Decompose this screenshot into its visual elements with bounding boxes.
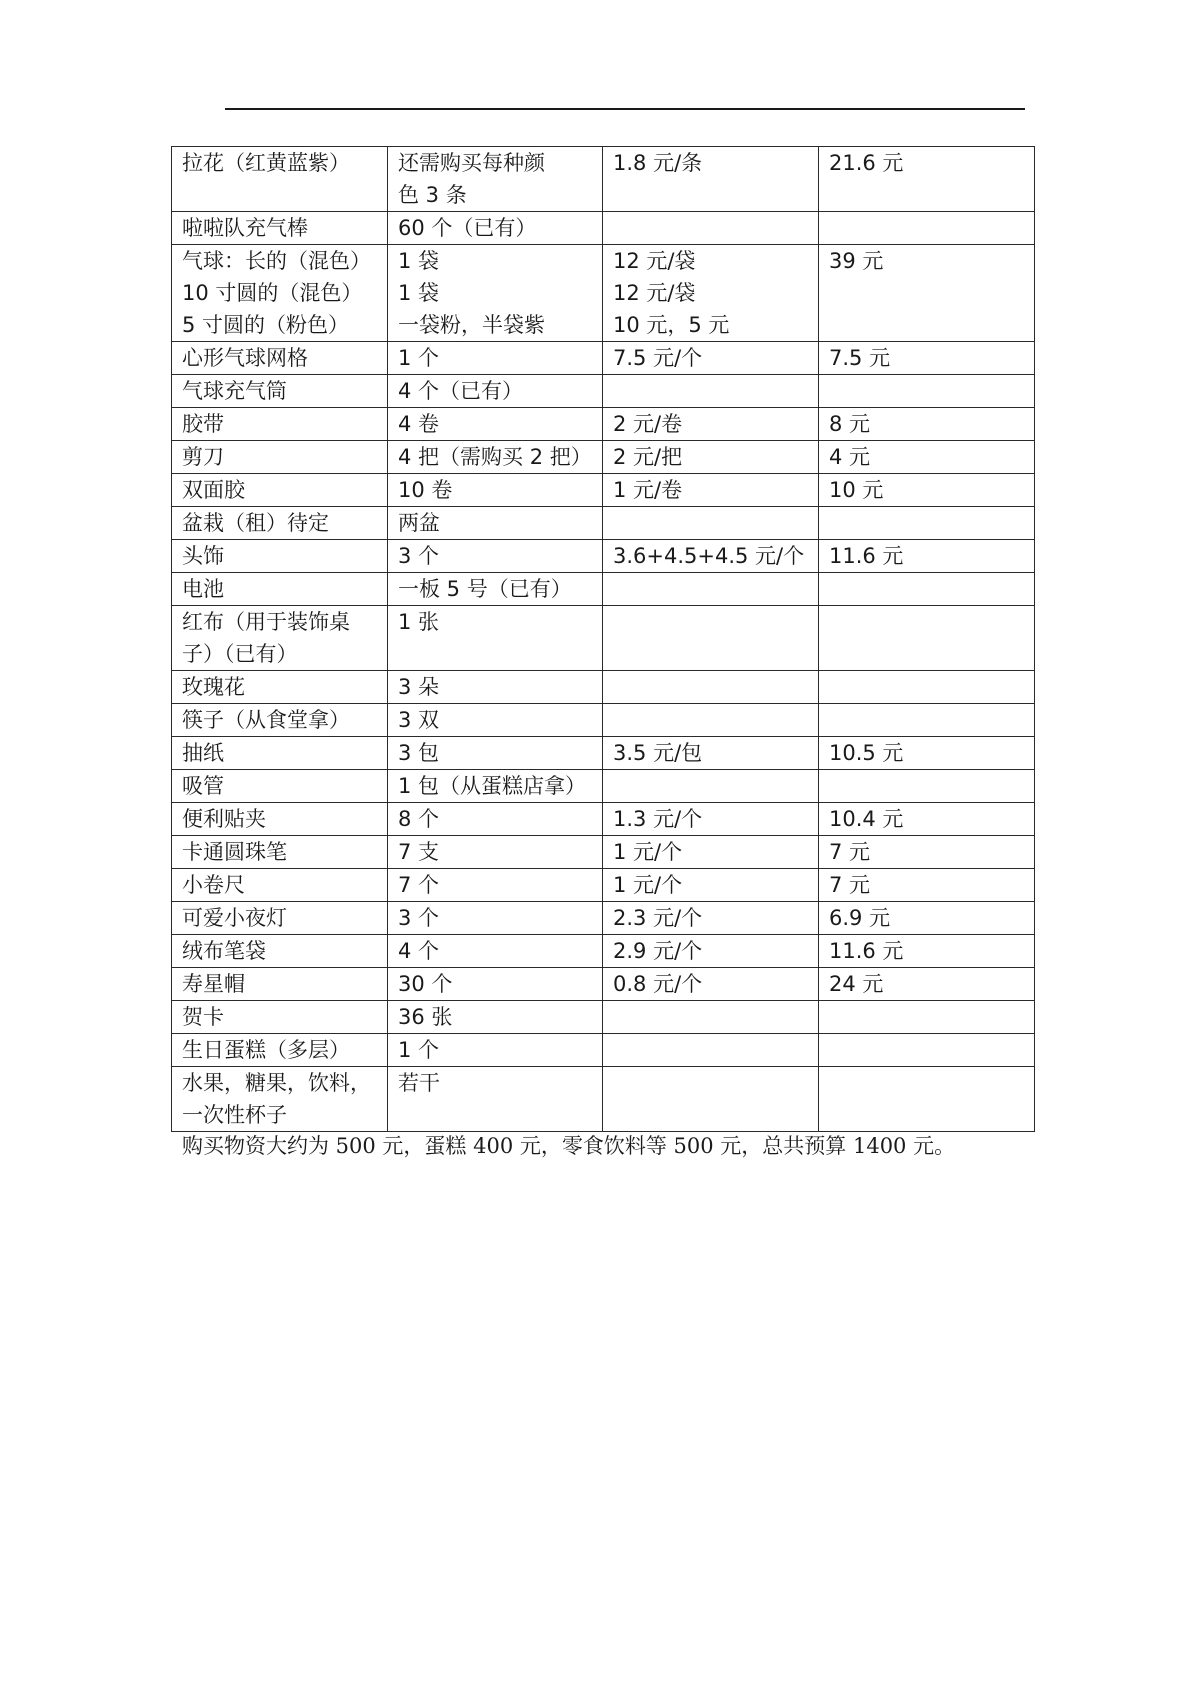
quantity-cell: 30 个 xyxy=(388,968,603,1001)
table-row xyxy=(172,770,1035,803)
unit-price-cell xyxy=(603,375,819,408)
unit-price-cell xyxy=(603,1001,819,1034)
total-cell: 7.5 元 xyxy=(819,342,1035,375)
item-cell: 头饰 xyxy=(172,540,388,573)
table-row xyxy=(172,573,1035,606)
unit-price-cell: 1.8 元/条 xyxy=(603,147,819,212)
item-cell: 剪刀 xyxy=(172,441,388,474)
total-cell xyxy=(819,1001,1035,1034)
total-cell xyxy=(819,375,1035,408)
quantity-cell: 1 个 xyxy=(388,1034,603,1067)
unit-price-cell xyxy=(603,770,819,803)
item-cell: 卡通圆珠笔 xyxy=(172,836,388,869)
unit-price-cell: 1.3 元/个 xyxy=(603,803,819,836)
quantity-cell: 3 双 xyxy=(388,704,603,737)
table-row xyxy=(172,441,1035,474)
total-cell: 7 元 xyxy=(819,869,1035,902)
unit-price-cell: 3.5 元/包 xyxy=(603,737,819,770)
quantity-cell: 4 个（已有） xyxy=(388,375,603,408)
unit-price-cell xyxy=(603,507,819,540)
total-cell xyxy=(819,212,1035,245)
table-row xyxy=(172,1001,1035,1034)
item-cell: 啦啦队充气棒 xyxy=(172,212,388,245)
unit-price-cell: 0.8 元/个 xyxy=(603,968,819,1001)
total-cell: 10.5 元 xyxy=(819,737,1035,770)
total-cell xyxy=(819,507,1035,540)
quantity-cell: 60 个（已有） xyxy=(388,212,603,245)
total-cell: 7 元 xyxy=(819,836,1035,869)
quantity-cell: 3 个 xyxy=(388,540,603,573)
table-row xyxy=(172,245,1035,342)
table-row xyxy=(172,935,1035,968)
unit-price-cell: 3.6+4.5+4.5 元/个 xyxy=(603,540,819,573)
table-row xyxy=(172,803,1035,836)
unit-price-cell: 2.9 元/个 xyxy=(603,935,819,968)
total-cell: 24 元 xyxy=(819,968,1035,1001)
total-cell xyxy=(819,1034,1035,1067)
item-cell: 胶带 xyxy=(172,408,388,441)
table-row xyxy=(172,408,1035,441)
total-cell: 21.6 元 xyxy=(819,147,1035,212)
unit-price-cell: 7.5 元/个 xyxy=(603,342,819,375)
quantity-cell: 8 个 xyxy=(388,803,603,836)
item-cell: 拉花（红黄蓝紫） xyxy=(172,147,388,212)
item-cell: 玫瑰花 xyxy=(172,671,388,704)
total-cell: 10 元 xyxy=(819,474,1035,507)
quantity-cell: 3 朵 xyxy=(388,671,603,704)
table-row xyxy=(172,869,1035,902)
table-row xyxy=(172,968,1035,1001)
item-cell: 寿星帽 xyxy=(172,968,388,1001)
item-cell: 筷子（从食堂拿） xyxy=(172,704,388,737)
unit-price-cell xyxy=(603,671,819,704)
item-cell: 气球充气筒 xyxy=(172,375,388,408)
unit-price-cell xyxy=(603,1067,819,1132)
item-cell: 吸管 xyxy=(172,770,388,803)
quantity-cell: 36 张 xyxy=(388,1001,603,1034)
total-cell xyxy=(819,606,1035,671)
total-cell xyxy=(819,704,1035,737)
quantity-cell: 两盆 xyxy=(388,507,603,540)
table-row xyxy=(172,474,1035,507)
table-row xyxy=(172,1034,1035,1067)
item-cell: 贺卡 xyxy=(172,1001,388,1034)
budget-summary: 购买物资大约为 500 元，蛋糕 400 元，零食饮料等 500 元，总共预算 1400 元。 xyxy=(182,1134,956,1158)
item-cell: 双面胶 xyxy=(172,474,388,507)
quantity-cell: 4 把（需购买 2 把） xyxy=(388,441,603,474)
unit-price-cell: 1 元/个 xyxy=(603,836,819,869)
total-cell: 11.6 元 xyxy=(819,935,1035,968)
table-row xyxy=(172,375,1035,408)
unit-price-cell xyxy=(603,573,819,606)
unit-price-cell: 1 元/卷 xyxy=(603,474,819,507)
table-row xyxy=(172,212,1035,245)
item-cell: 水果，糖果，饮料， 一次性杯子 xyxy=(172,1067,388,1132)
quantity-cell: 1 袋 1 袋 一袋粉，半袋紫 xyxy=(388,245,603,342)
quantity-cell: 1 个 xyxy=(388,342,603,375)
unit-price-cell: 12 元/袋 12 元/袋 10 元，5 元 xyxy=(603,245,819,342)
table-row xyxy=(172,1067,1035,1132)
total-cell: 6.9 元 xyxy=(819,902,1035,935)
quantity-cell: 1 张 xyxy=(388,606,603,671)
quantity-cell: 7 个 xyxy=(388,869,603,902)
table-row xyxy=(172,704,1035,737)
unit-price-cell: 2 元/卷 xyxy=(603,408,819,441)
quantity-cell: 还需购买每种颜 色 3 条 xyxy=(388,147,603,212)
unit-price-cell xyxy=(603,606,819,671)
table-row xyxy=(172,507,1035,540)
item-cell: 抽纸 xyxy=(172,737,388,770)
item-cell: 可爱小夜灯 xyxy=(172,902,388,935)
total-cell: 11.6 元 xyxy=(819,540,1035,573)
unit-price-cell xyxy=(603,212,819,245)
total-cell: 39 元 xyxy=(819,245,1035,342)
total-cell xyxy=(819,770,1035,803)
quantity-cell: 4 卷 xyxy=(388,408,603,441)
table-row xyxy=(172,671,1035,704)
item-cell: 便利贴夹 xyxy=(172,803,388,836)
item-cell: 心形气球网格 xyxy=(172,342,388,375)
table-row xyxy=(172,540,1035,573)
item-cell: 小卷尺 xyxy=(172,869,388,902)
item-cell: 生日蛋糕（多层） xyxy=(172,1034,388,1067)
quantity-cell: 3 个 xyxy=(388,902,603,935)
quantity-cell: 10 卷 xyxy=(388,474,603,507)
table-row xyxy=(172,737,1035,770)
unit-price-cell: 1 元/个 xyxy=(603,869,819,902)
quantity-cell: 若干 xyxy=(388,1067,603,1132)
total-cell: 8 元 xyxy=(819,408,1035,441)
total-cell xyxy=(819,573,1035,606)
table-row xyxy=(172,836,1035,869)
table-row xyxy=(172,902,1035,935)
item-cell: 气球：长的（混色） 10 寸圆的（混色） 5 寸圆的（粉色） xyxy=(172,245,388,342)
unit-price-cell xyxy=(603,704,819,737)
total-cell xyxy=(819,1067,1035,1132)
table-row xyxy=(172,606,1035,671)
item-cell: 绒布笔袋 xyxy=(172,935,388,968)
total-cell: 4 元 xyxy=(819,441,1035,474)
quantity-cell: 一板 5 号（已有） xyxy=(388,573,603,606)
item-cell: 电池 xyxy=(172,573,388,606)
supplies-table xyxy=(171,146,1035,1132)
quantity-cell: 3 包 xyxy=(388,737,603,770)
supplies-table-body xyxy=(172,147,1035,1132)
item-cell: 红布（用于装饰桌 子）（已有） xyxy=(172,606,388,671)
unit-price-cell: 2.3 元/个 xyxy=(603,902,819,935)
unit-price-cell: 2 元/把 xyxy=(603,441,819,474)
quantity-cell: 4 个 xyxy=(388,935,603,968)
item-cell: 盆栽（租）待定 xyxy=(172,507,388,540)
quantity-cell: 1 包（从蛋糕店拿） xyxy=(388,770,603,803)
table-row xyxy=(172,147,1035,212)
total-cell xyxy=(819,671,1035,704)
total-cell: 10.4 元 xyxy=(819,803,1035,836)
table-row xyxy=(172,342,1035,375)
header-rule xyxy=(225,108,1025,110)
unit-price-cell xyxy=(603,1034,819,1067)
quantity-cell: 7 支 xyxy=(388,836,603,869)
